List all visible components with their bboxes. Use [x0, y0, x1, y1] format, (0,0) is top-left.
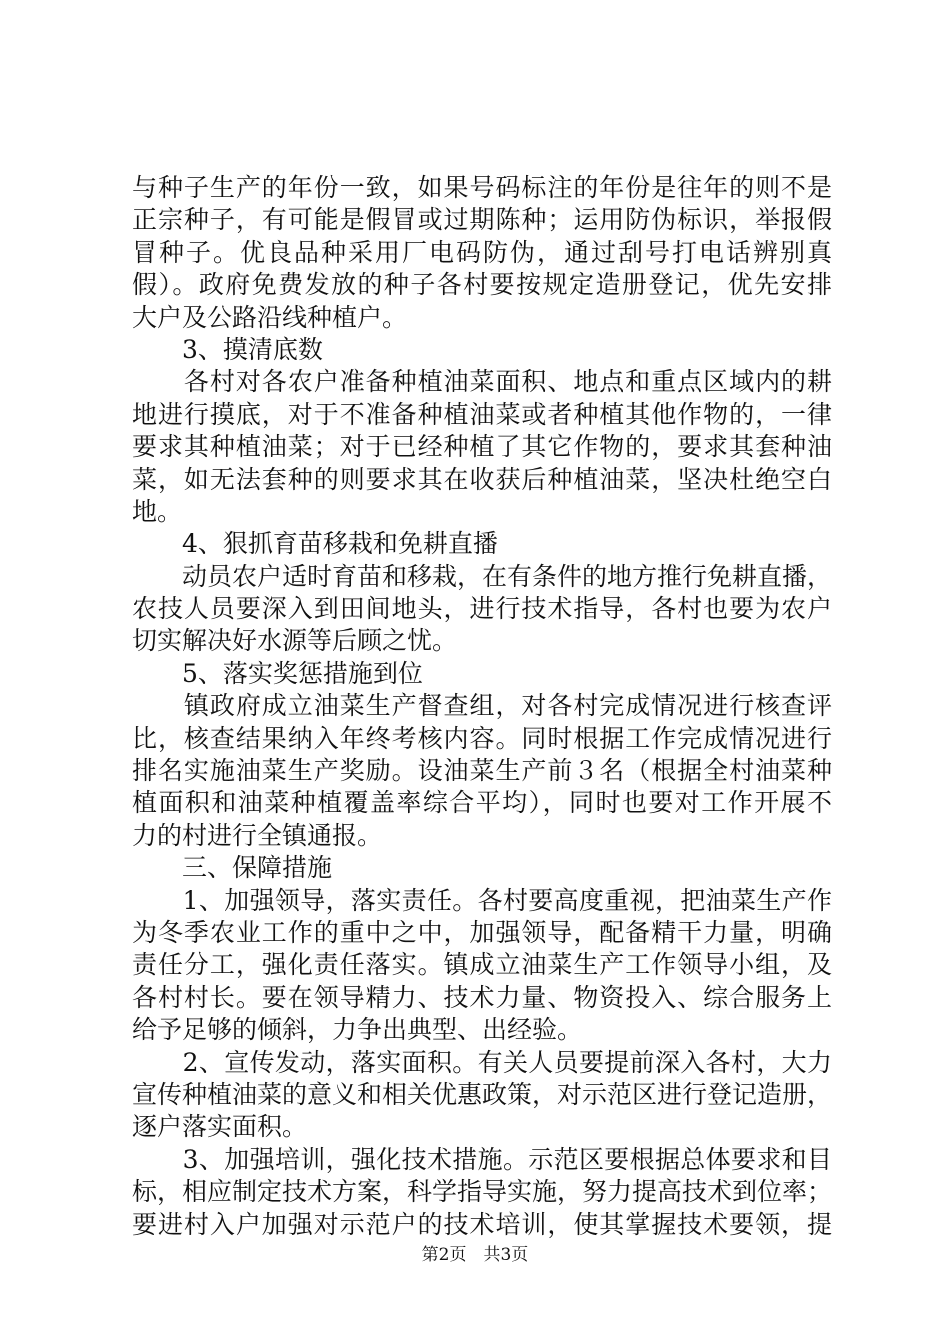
- section-heading: 4、狠抓育苗移栽和免耕直播: [132, 529, 498, 559]
- text-line: 农技人员要深入到田间地头，进行技术指导，各村也要为农户: [132, 594, 832, 624]
- text-line: 3、加强培训，强化技术措施。示范区要根据总体要求和目: [132, 1144, 832, 1174]
- section-heading: 三、保障措施: [132, 853, 333, 883]
- text-line: 大户及公路沿线种植户。: [132, 302, 408, 332]
- text-line: 力的村进行全镇通报。: [132, 820, 383, 850]
- text-line: 给予足够的倾斜，力争出典型、出经验。: [132, 1015, 583, 1045]
- text-line: 1、加强领导，落实责任。各村要高度重视，把油菜生产作: [132, 885, 832, 915]
- text-line: 菜，如无法套种的则要求其在收获后种植油菜，坚决杜绝空白: [132, 464, 832, 494]
- text-line: 正宗种子，有可能是假冒或过期陈种；运用防伪标识，举报假: [132, 205, 832, 235]
- text-line: 逐户落实面积。: [132, 1112, 308, 1142]
- document-body: [132, 172, 832, 1241]
- text-line: 假）。政府免费发放的种子各村要按规定造册登记，优先安排: [132, 270, 832, 300]
- text-line: 标，相应制定技术方案，科学指导实施，努力提高技术到位率；: [132, 1177, 833, 1207]
- text-line: 责任分工，强化责任落实。镇成立油菜生产工作领导小组，及: [132, 950, 832, 980]
- text-line: 与种子生产的年份一致，如果号码标注的年份是往年的则不是: [132, 173, 832, 202]
- text-line: 镇政府成立油菜生产督查组，对各村完成情况进行核查评: [132, 691, 832, 721]
- section-heading: 3、摸清底数: [132, 334, 323, 364]
- text-line: 植面积和油菜种植覆盖率综合平均），同时也要对工作开展不: [132, 788, 832, 818]
- text-line: 各村对各农户准备种植油菜面积、地点和重点区域内的耕: [132, 367, 832, 397]
- text-line: 排名实施油菜生产奖励。设油菜生产前３名（根据全村油菜种: [132, 756, 832, 786]
- page-footer: 第2页 共3页: [421, 1245, 529, 1265]
- text-line: 各村村长。要在领导精力、技术力量、物资投入、综合服务上: [132, 982, 832, 1012]
- text-line: 地进行摸底，对于不准备种植油菜或者种植其他作物的，一律: [132, 399, 832, 429]
- text-line: 2、宣传发动，落实面积。有关人员要提前深入各村，大力: [132, 1047, 832, 1077]
- section-heading: 5、落实奖惩措施到位: [132, 658, 423, 688]
- text-line: 要求其种植油菜；对于已经种植了其它作物的，要求其套种油: [132, 432, 832, 462]
- text-line: 切实解决好水源等后顾之忧。: [132, 626, 458, 656]
- text-line: 宣传种植油菜的意义和相关优惠政策，对示范区进行登记造册，: [132, 1079, 833, 1109]
- text-line: 冒种子。优良品种采用厂电码防伪，通过刮号打电话辨别真: [132, 237, 832, 267]
- text-line: 为冬季农业工作的重中之中，加强领导，配备精干力量，明确: [132, 917, 832, 947]
- text-line: 地。: [132, 496, 183, 526]
- text-line: 比，核查结果纳入年终考核内容。同时根据工作完成情况进行: [132, 723, 832, 753]
- text-line: 动员农户适时育苗和移栽，在有条件的地方推行免耕直播，: [132, 561, 833, 591]
- text-line: 要进村入户加强对示范户的技术培训，使其掌握技术要领，提: [132, 1209, 832, 1239]
